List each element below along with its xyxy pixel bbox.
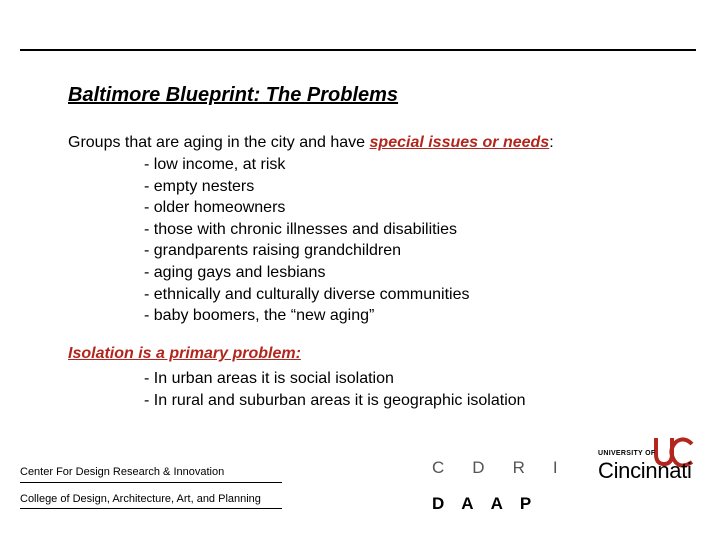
list-item: - older homeowners (144, 199, 286, 217)
university-logo (598, 432, 702, 486)
university-label: UNIVERSITY OF (598, 450, 656, 457)
cdri-logo (432, 458, 559, 478)
list-item: - grandparents raising grandchildren (144, 242, 402, 260)
list-item: - those with chronic illnesses and disabilities (144, 220, 458, 238)
footer-divider (20, 482, 282, 483)
list-item: - aging gays and lesbians (144, 263, 326, 281)
cdri-letter: R (512, 458, 526, 477)
daap-letter: A (490, 494, 503, 513)
intro-highlight: special issues or needs (369, 134, 550, 151)
isolation-list (144, 368, 526, 412)
intro-suffix: : (549, 134, 554, 151)
cdri-letter: C (432, 458, 446, 477)
intro-text (68, 134, 554, 152)
cdri-letter: D (472, 458, 486, 477)
cdri-letter: I (552, 458, 559, 477)
top-rule (20, 49, 696, 51)
daap-letter: P (519, 494, 532, 513)
list-item: - In rural and suburban areas it is geographic isolation (144, 392, 526, 409)
footer-college-name: College of Design, Architecture, Art, and Planning (20, 493, 261, 505)
footer-divider (20, 508, 282, 509)
daap-letter: D (432, 494, 445, 513)
list-item: - low income, at risk (144, 156, 286, 173)
daap-letter: A (461, 494, 474, 513)
footer-center-name: Center For Design Research & Innovation (20, 466, 225, 478)
isolation-heading: Isolation is a primary problem: (68, 345, 301, 362)
daap-logo (432, 494, 531, 514)
slide-title: Baltimore Blueprint: The Problems (68, 84, 399, 106)
list-item: - In urban areas it is social isolation (144, 370, 394, 387)
groups-list (144, 154, 469, 327)
intro-prefix: Groups that are aging in the city and have (68, 134, 370, 151)
university-name: Cincinnati (598, 458, 692, 483)
list-item: - empty nesters (144, 177, 255, 195)
list-item: - ethnically and culturally diverse communities (144, 285, 470, 303)
list-item: - baby boomers, the “new aging” (144, 307, 375, 325)
